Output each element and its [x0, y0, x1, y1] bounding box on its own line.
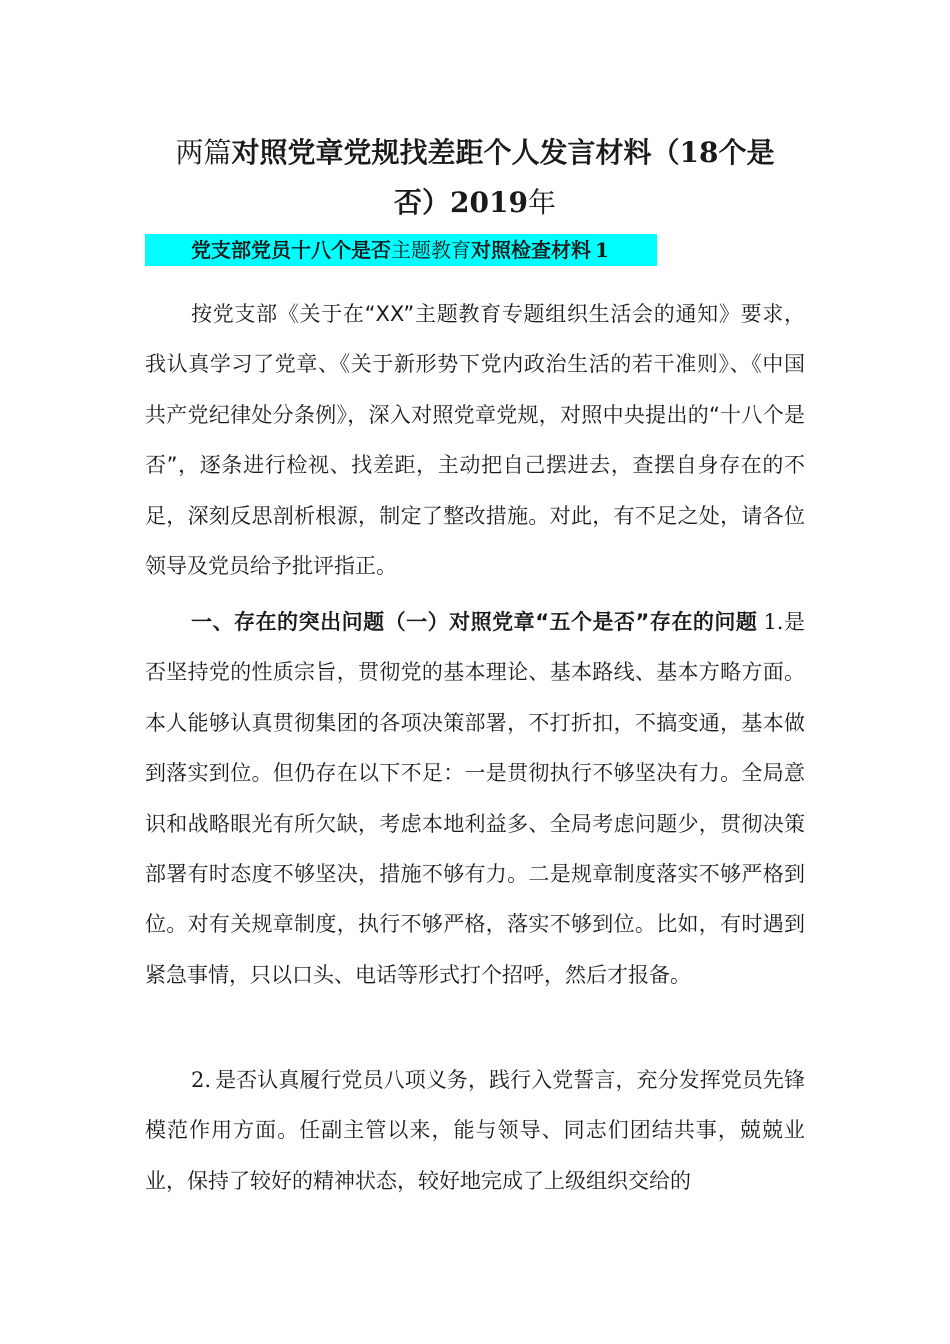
paragraph-problems	[145, 597, 805, 1000]
item-1-body: 是否坚持党的性质宗旨，贯彻党的基本理论、基本路线、基本方略方面。本人能够认真贯彻集团的各项决策部署，不打折扣，不搞变通，基本做到落实到位。但仍存在以下不足：一是贯彻执行不够坚决有力。全局意识和战略眼光有所欠缺，考虑本地利益多、全局考虑问题少，贯彻决策部署有时态度不够坚决，措施不够有力。二是规章制度落实不够严格到位。对有关规章制度，执行不够严格，落实不够到位。比如，有时遇到紧急事情，只以口头、电话等形式打个招呼，然后才报备。	[145, 610, 805, 987]
title-suffix: 年	[527, 186, 556, 219]
title-year: 2019	[450, 186, 528, 219]
title-number: 18	[679, 136, 719, 169]
title-main-2: 个是	[718, 136, 775, 169]
subtitle-part3: 对照检查材料	[471, 238, 591, 262]
item-2-body: 是否认真履行党员八项义务，践行入党誓言，充分发挥党员先锋模范作用方面。任副主管以来，能与领导、同志们团结共事，兢兢业业，保持了较好的精神状态，较好地完成了上级组织交给的	[145, 1068, 805, 1193]
paragraph-item-2	[145, 1055, 805, 1206]
document-title	[140, 128, 810, 228]
item-number-1: 1.	[763, 610, 784, 634]
item-number-2: 2.	[191, 1068, 212, 1092]
title-main: 对照党章党规找差距个人发言材料（	[231, 136, 680, 169]
section-subtitle	[145, 234, 657, 266]
subtitle-part1: 党支部党员十八个是否	[191, 238, 391, 262]
title-line2: 否）	[394, 186, 451, 219]
subtitle-part2: 主题教育	[391, 238, 471, 262]
subtitle-number: 1	[595, 238, 609, 262]
problems-heading: 一、存在的突出问题（一）对照党章“五个是否”存在的问题	[191, 610, 758, 634]
title-prefix: 两篇	[175, 136, 232, 169]
paragraph-intro: 按党支部《关于在“XX”主题教育专题组织生活会的通知》要求，我认真学习了党章、《关于新形势下党内政治生活的若干准则》、《中国共产党纪律处分条例》，深入对照党章党规，对照中央提出的“十八个是否”，逐条进行检视、找差距，主动把自己摆进去，查摆自身存在的不足，深刻反思剖析根源，制定了整改措施。对此，有不足之处，请各位领导及党员给予批评指正。	[145, 302, 805, 579]
